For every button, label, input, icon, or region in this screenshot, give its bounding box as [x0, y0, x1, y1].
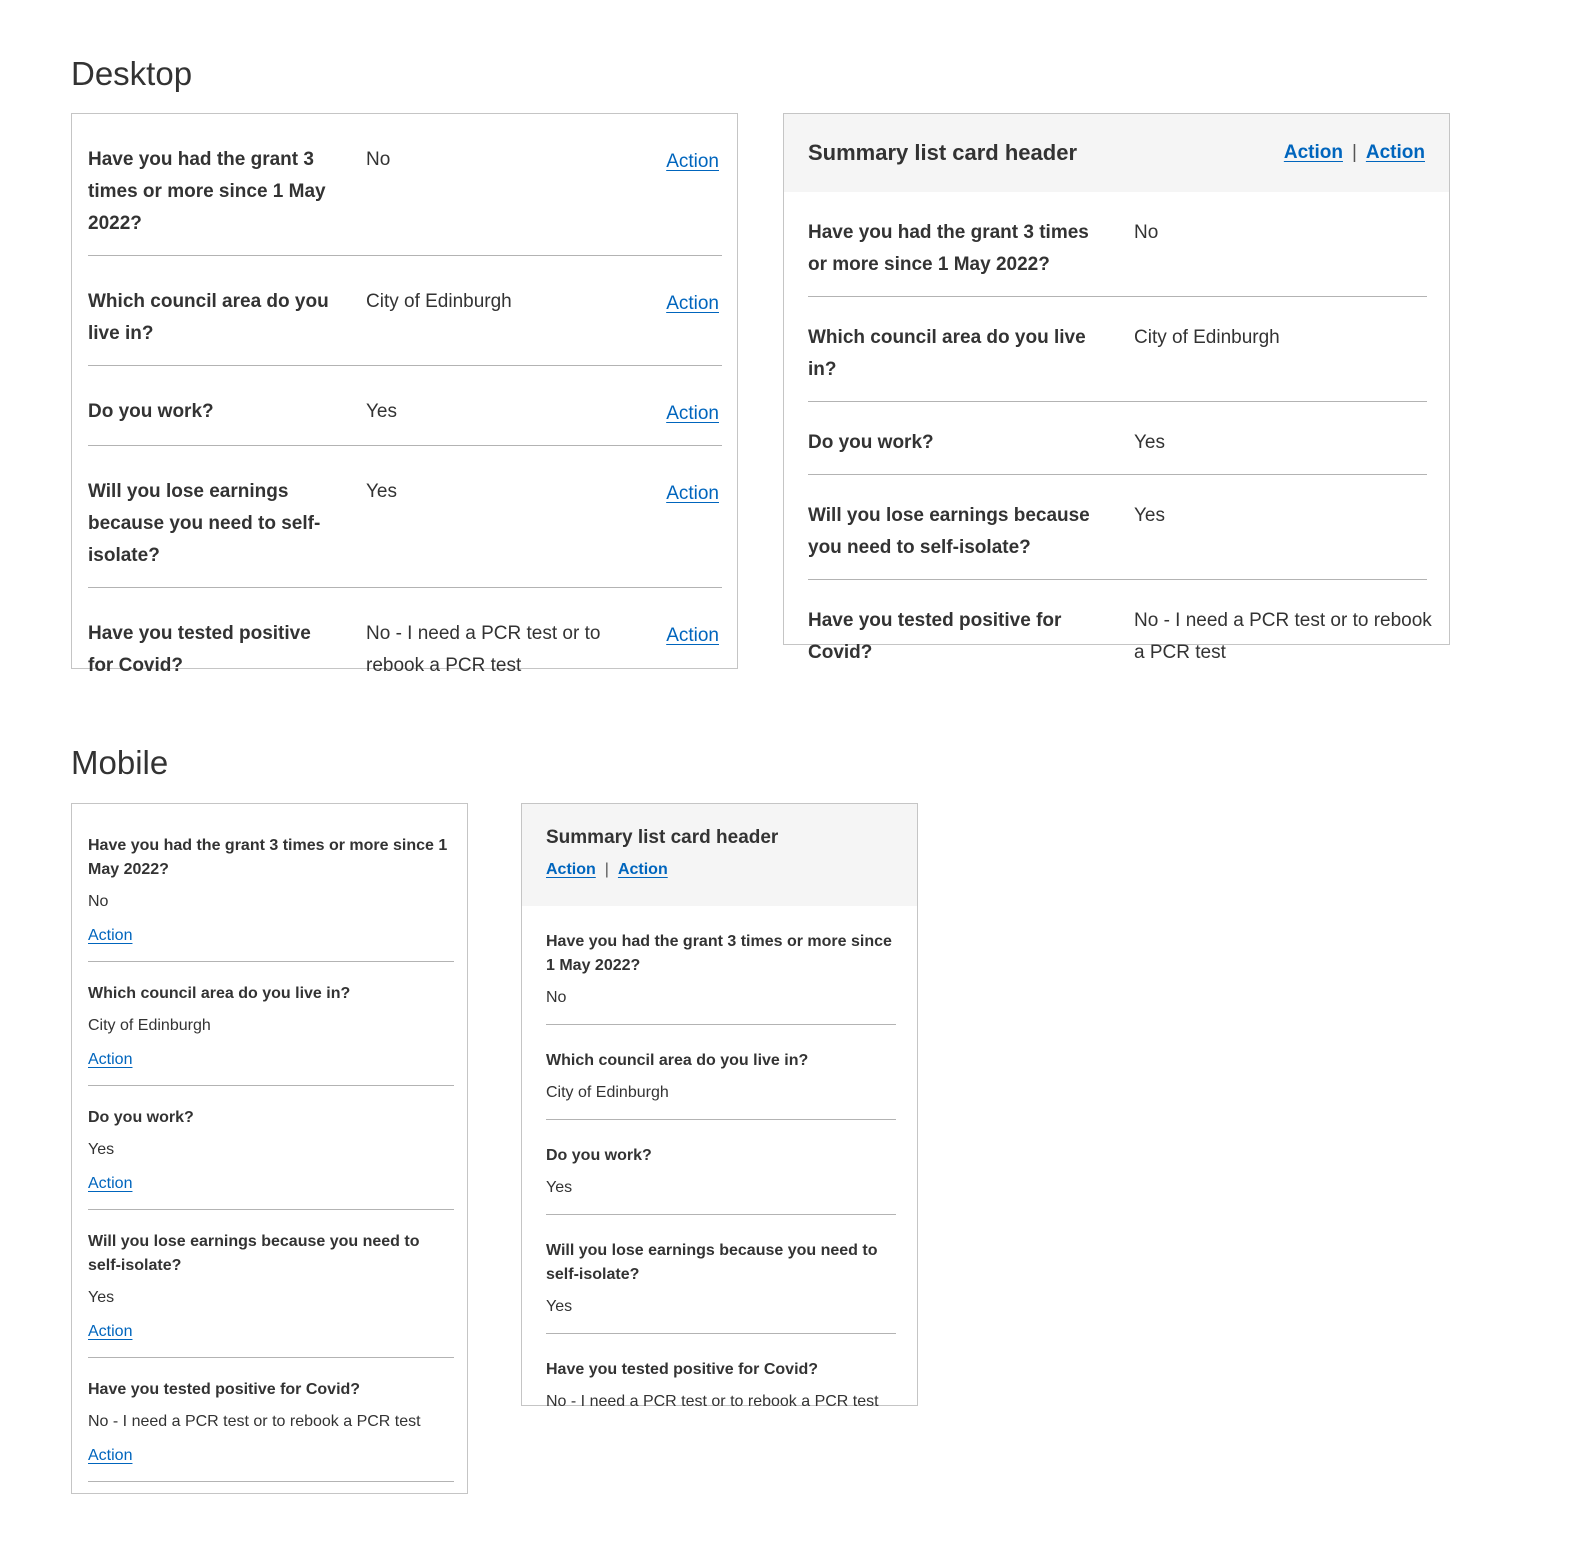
header-action-link[interactable]: Action [617, 861, 668, 878]
row-action-link[interactable]: Action [88, 1323, 133, 1340]
row-key: Have you tested positive for Covid? [808, 610, 1062, 663]
row-value: Yes [88, 1141, 115, 1158]
row-value: No [546, 989, 567, 1006]
row-value: No - I need a PCR test or to rebook a PCR test [88, 1413, 421, 1430]
card-header [522, 804, 917, 906]
row-value: No [366, 149, 391, 170]
header-action-link[interactable]: Action [546, 861, 596, 878]
row-value: Yes [546, 1298, 573, 1315]
summary-row [546, 1120, 896, 1215]
row-action-link[interactable]: Action [88, 1447, 133, 1464]
summary-row [88, 1210, 454, 1358]
card-header-title: Summary list card header [546, 827, 779, 848]
summary-row [88, 114, 722, 256]
row-key: Do you work? [808, 432, 934, 453]
row-value: No - I need a PCR test or to rebook a PCR test [366, 623, 601, 676]
row-key: Which council area do you live in? [88, 985, 351, 1002]
header-action-link[interactable]: Action [1283, 142, 1343, 163]
row-action-link[interactable]: Action [666, 403, 719, 424]
row-value: City of Edinburgh [546, 1084, 669, 1101]
header-action-link[interactable]: Action [1365, 142, 1425, 163]
summary-row [546, 1334, 896, 1428]
mobile-section-title: Mobile [71, 744, 169, 781]
row-key: Will you lose earnings because you need to self-isolate? [546, 1242, 878, 1283]
row-key: Have you tested positive for Covid? [88, 1381, 361, 1398]
row-value: Yes [1134, 432, 1165, 453]
summary-row [88, 256, 722, 366]
summary-row [88, 962, 454, 1086]
row-key: Will you lose earnings because you need to self-isolate? [88, 1233, 420, 1274]
row-key: Have you had the grant 3 times or more since 1 May 2022? [88, 149, 326, 234]
row-key: Do you work? [546, 1147, 652, 1164]
summary-row [808, 580, 1432, 684]
row-value: Yes [366, 481, 397, 502]
row-action-link[interactable]: Action [666, 293, 719, 314]
row-key: Will you lose earnings because you need to self-isolate? [88, 481, 321, 566]
row-key: Do you work? [88, 1109, 194, 1126]
summary-row [546, 1215, 896, 1334]
summary-row [808, 192, 1427, 297]
desktop-summary-card-with-header [783, 113, 1450, 663]
mobile-summary-card-with-header [521, 803, 918, 1410]
row-action-link[interactable]: Action [666, 483, 719, 504]
summary-list [546, 906, 896, 1428]
summary-row [88, 804, 454, 962]
desktop-summary-card-plain [71, 113, 738, 676]
summary-row [88, 588, 722, 697]
card-header-title: Summary list card header [808, 140, 1078, 165]
summary-list [88, 804, 454, 1482]
summary-list [88, 114, 722, 697]
row-value: No [88, 893, 109, 910]
row-key: Will you lose earnings because you need to self-isolate? [808, 505, 1090, 558]
summary-row [808, 475, 1427, 580]
summary-row [546, 1025, 896, 1120]
row-key: Have you tested positive for Covid? [88, 623, 311, 676]
row-value: No - I need a PCR test or to rebook a PCR test [1134, 610, 1432, 663]
row-action-link[interactable]: Action [666, 625, 719, 646]
row-value: No - I need a PCR test or to rebook a PCR test [546, 1393, 879, 1410]
row-value: Yes [1134, 505, 1165, 526]
action-separator: | [1351, 142, 1357, 163]
row-key: Which council area do you live in? [808, 327, 1086, 380]
desktop-section-title: Desktop [71, 55, 193, 92]
card-header [784, 114, 1449, 192]
summary-row [88, 446, 722, 588]
card-header-actions [1284, 142, 1425, 164]
card-header-actions [546, 858, 893, 882]
summary-row [546, 906, 896, 1025]
row-value: City of Edinburgh [88, 1017, 211, 1034]
row-key: Have you had the grant 3 times or more since 1 May 2022? [88, 837, 448, 878]
row-action-link[interactable]: Action [88, 1051, 133, 1068]
row-key: Have you had the grant 3 times or more since 1 May 2022? [808, 222, 1089, 275]
summary-row [88, 1358, 454, 1482]
mobile-summary-card-plain [71, 803, 468, 1494]
row-value: City of Edinburgh [1134, 327, 1280, 348]
row-action-link[interactable]: Action [88, 1175, 133, 1192]
row-key: Have you tested positive for Covid? [546, 1361, 819, 1378]
row-value: City of Edinburgh [366, 291, 512, 312]
summary-row [88, 366, 722, 446]
row-key: Which council area do you live in? [88, 291, 329, 344]
row-action-link[interactable]: Action [666, 151, 719, 172]
row-value: Yes [546, 1179, 573, 1196]
row-value: Yes [366, 401, 397, 422]
summary-row [88, 1086, 454, 1210]
summary-row [808, 297, 1427, 402]
row-action-link[interactable]: Action [88, 927, 133, 944]
row-key: Do you work? [88, 401, 214, 422]
action-separator: | [604, 861, 609, 878]
row-key: Have you had the grant 3 times or more since 1 May 2022? [546, 933, 892, 974]
row-value: No [1134, 222, 1159, 243]
row-value: Yes [88, 1289, 115, 1306]
summary-row [808, 402, 1427, 475]
summary-list [808, 192, 1432, 684]
row-key: Which council area do you live in? [546, 1052, 809, 1069]
